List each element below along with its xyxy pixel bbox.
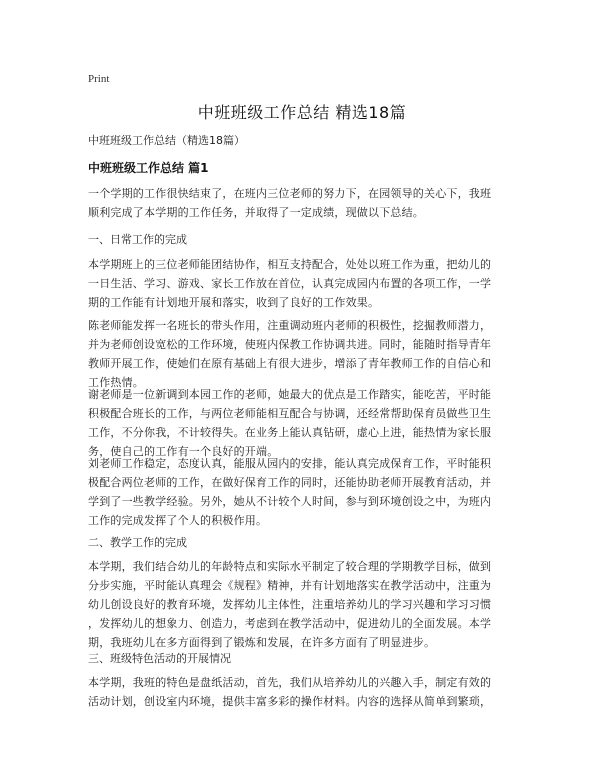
paragraph-line: 学到了一些教学经验。另外，她从不计较个人时间，参与到环境创设之中，为班内 [88,495,492,508]
paragraph-teaching-work [88,557,516,652]
paragraph-line: 极配合两位老师的工作，在做好保育工作的同时，还能协助老师开展教育活动，并 [88,476,492,489]
paragraph-class-activities [88,673,516,711]
paragraph-line: 一日生活、学习、游戏、家长工作放在首位，认真完成园内布置的各项工作，一学 [88,277,492,290]
document-title: 中班班级工作总结 精选18篇 [197,103,407,122]
paragraph-line: 工作的完成发挥了个人的积极作用。 [88,514,268,527]
paragraph-line: 分步实施，平时能认真理会《规程》精神，并有计划地落实在教学活动中，注重为 [88,579,492,592]
document-subtitle: 中班班级工作总结（精选18篇） [88,134,245,147]
paragraph-line: 本学期，我们结合幼儿的年龄特点和实际水平制定了较合理的学期教学目标，做到 [88,560,492,573]
paragraph-line: 工作，不分你我，不计较得失。在业务上能认真钻研，虚心上进，能热情为家长服 [88,426,492,439]
paragraph-line: 工作热情。 [88,376,144,389]
print-link[interactable]: Print [88,73,110,85]
paragraph-line: 顺利完成了本学期的工作任务，并取得了一定成绩，现做以下总结。 [88,206,424,219]
paragraph-teacher-liu [88,454,516,530]
heading-teaching-work: 二、教学工作的完成 [88,536,187,549]
paragraph-line: 务，使自己的工作有一个良好的开端。 [88,445,279,458]
section-heading: 中班班级工作总结 篇1 [88,161,209,175]
paragraph-line: 积极配合班长的工作，与两位老师能相互配合与协调，还经常帮助保育员做些卫生 [88,407,492,420]
heading-class-activities: 三、班级特色活动的开展情况 [88,652,231,665]
paragraph-line: 一个学期的工作很快结束了，在班内三位老师的努力下，在园领导的关心下，我班 [88,187,492,200]
paragraph-line: 陈老师能发挥一名班长的带头作用，注重调动班内老师的积极性，挖掘教师潜力， [88,319,492,332]
paragraph-line: 本学期班上的三位老师能团结协作，相互支持配合，处处以班工作为重，把幼儿的 [88,258,492,271]
paragraph-daily-work [88,255,516,312]
paragraph-teacher-xie [88,385,516,461]
paragraph-line: 谢老师是一位新调到本园工作的老师，她最大的优点是工作踏实，能吃苦，平时能 [88,388,492,401]
intro-paragraph [88,184,516,222]
paragraph-line: 教师开展工作，使她们在原有基础上有很大进步，增添了青年教师工作的自信心和 [88,357,492,370]
paragraph-line: ，发挥幼儿的想象力、创造力，考虑到在教学活动中，促进幼儿的全面发展。本学 [88,617,492,630]
paragraph-line: 期的工作能有计划地开展和落实，收到了良好的工作效果。 [88,296,380,309]
heading-daily-work: 一、日常工作的完成 [88,233,187,246]
paragraph-line: 活动计划，创设室内环境，提供丰富多彩的操作材料。内容的选择从简单到繁琐， [88,695,492,708]
paragraph-line: 幼儿创设良好的教育环境，发挥幼儿主体性，注重培养幼儿的学习兴趣和学习习惯 [88,598,492,611]
paragraph-line: 并为老师创设宽松的工作环境，使班内保教工作协调共进。同时，能随时指导青年 [88,338,492,351]
paragraph-line: 刘老师工作稳定，态度认真，能服从园内的安排，能认真完成保育工作，平时能积 [88,457,492,470]
paragraph-teacher-chen [88,316,516,392]
paragraph-line: 本学期，我班的特色是盘纸活动，首先，我们从培养幼儿的兴趣入手，制定有效的 [88,676,492,689]
paragraph-line: 期，我班幼儿在多方面得到了锻炼和发展，在许多方面有了明显进步。 [88,636,436,649]
